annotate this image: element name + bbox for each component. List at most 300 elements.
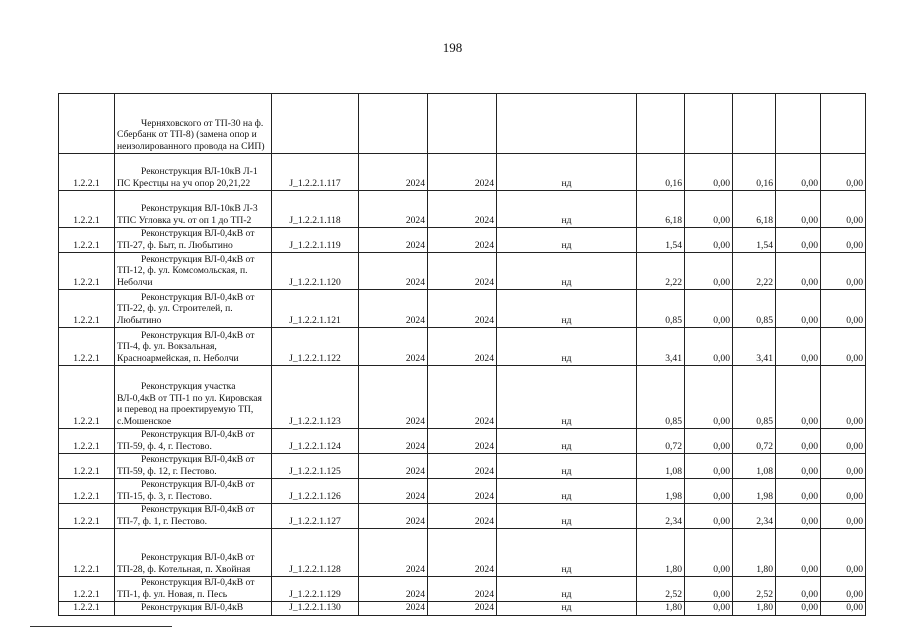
row-source: нд bbox=[561, 239, 572, 251]
row-value-3: 3,41 bbox=[756, 352, 773, 364]
row-value-1: 6,18 bbox=[665, 214, 682, 226]
row-name: Реконструкция ВЛ-10кВ Л-3 ТПС Угловка уч. от оп 1 до ТП-2 bbox=[117, 203, 258, 226]
row-value-3: 2,34 bbox=[756, 515, 773, 527]
table-row bbox=[59, 94, 866, 154]
row-value-4: 0,00 bbox=[801, 563, 818, 575]
row-year-end: 2024 bbox=[474, 563, 494, 575]
row-year-start-cell bbox=[359, 504, 428, 529]
row-name-cell bbox=[115, 504, 272, 529]
row-id: J_1.2.2.1.126 bbox=[289, 490, 341, 502]
row-code: 1.2.2.1 bbox=[73, 214, 100, 226]
row-code-cell bbox=[59, 366, 115, 429]
row-year-end: 2024 bbox=[474, 415, 494, 427]
row-name: Реконструкция ВЛ-10кВ Л-1 ПС Крестцы на уч опор 20,21,22 bbox=[117, 166, 258, 189]
page-number: 198 bbox=[442, 40, 463, 55]
row-value-3: 1,08 bbox=[756, 465, 773, 477]
row-year-start: 2024 bbox=[405, 490, 425, 502]
row-code: 1.2.2.1 bbox=[73, 239, 100, 251]
row-value-4: 0,00 bbox=[801, 276, 818, 288]
row-code-cell bbox=[59, 253, 115, 290]
row-value-1-cell bbox=[637, 228, 685, 253]
row-name-cell bbox=[115, 191, 272, 228]
row-value-5: 0,00 bbox=[846, 177, 863, 189]
row-name: Реконструкция ВЛ-0,4кВ от ТП-7, ф. 1, г. Пестово. bbox=[117, 504, 255, 527]
row-value-2: 0,00 bbox=[713, 515, 730, 527]
row-value-5: 0,00 bbox=[846, 440, 863, 452]
row-year-end: 2024 bbox=[474, 177, 494, 189]
row-id: J_1.2.2.1.124 bbox=[289, 440, 341, 452]
row-name-cell bbox=[115, 290, 272, 328]
row-code-cell bbox=[59, 529, 115, 577]
row-source: нд bbox=[561, 588, 572, 600]
row-year-end: 2024 bbox=[474, 588, 494, 600]
row-year-start-cell bbox=[359, 454, 428, 479]
row-id: J_1.2.2.1.125 bbox=[289, 465, 341, 477]
row-value-4-cell bbox=[776, 328, 821, 366]
row-value-2: 0,00 bbox=[713, 239, 730, 251]
row-year-end-cell bbox=[428, 191, 497, 228]
row-year-start-cell bbox=[359, 602, 428, 616]
row-value-4: 0,00 bbox=[801, 352, 818, 364]
row-name-cell bbox=[115, 454, 272, 479]
row-year-end: 2024 bbox=[474, 276, 494, 288]
row-value-2-cell bbox=[685, 529, 733, 577]
row-year-start: 2024 bbox=[405, 415, 425, 427]
row-value-3-cell bbox=[733, 253, 776, 290]
row-id: J_1.2.2.1.120 bbox=[289, 276, 341, 288]
row-source: нд bbox=[561, 415, 572, 427]
row-source: нд bbox=[561, 214, 572, 226]
row-value-4: 0,00 bbox=[801, 177, 818, 189]
row-value-5: 0,00 bbox=[846, 214, 863, 226]
table-row bbox=[59, 366, 866, 429]
row-value-2-cell bbox=[685, 504, 733, 529]
row-name-cell bbox=[115, 529, 272, 577]
row-value-4: 0,00 bbox=[801, 440, 818, 452]
row-year-start: 2024 bbox=[405, 602, 425, 613]
row-value-5: 0,00 bbox=[846, 563, 863, 575]
row-value-1: 1,80 bbox=[665, 602, 682, 613]
row-source-cell bbox=[497, 577, 637, 602]
row-year-start: 2024 bbox=[405, 465, 425, 477]
table-row bbox=[59, 228, 866, 253]
row-code-cell bbox=[59, 602, 115, 616]
row-value-3-cell bbox=[733, 366, 776, 429]
row-year-end-cell bbox=[428, 602, 497, 616]
row-name-cell bbox=[115, 366, 272, 429]
row-value-3-cell bbox=[733, 328, 776, 366]
row-source: нд bbox=[561, 515, 572, 527]
row-name: Реконструкция ВЛ-0,4кВ bbox=[141, 602, 244, 613]
row-value-4-cell bbox=[776, 577, 821, 602]
row-year-start-cell bbox=[359, 253, 428, 290]
row-code: 1.2.2.1 bbox=[73, 465, 100, 477]
row-value-3: 2,22 bbox=[756, 276, 773, 288]
footnote-rule bbox=[30, 626, 172, 627]
row-id-cell bbox=[272, 290, 359, 328]
row-value-1-cell bbox=[637, 602, 685, 616]
row-value-1: 2,22 bbox=[665, 276, 682, 288]
row-value-2: 0,00 bbox=[713, 352, 730, 364]
row-id-cell bbox=[272, 191, 359, 228]
row-value-1: 3,41 bbox=[665, 352, 682, 364]
row-code: 1.2.2.1 bbox=[73, 440, 100, 452]
row-value-4-cell bbox=[776, 529, 821, 577]
row-source-cell bbox=[497, 328, 637, 366]
row-id-cell bbox=[272, 253, 359, 290]
row-value-5-cell bbox=[821, 602, 866, 616]
table-row bbox=[59, 191, 866, 228]
row-value-1: 0,85 bbox=[665, 314, 682, 326]
row-code-cell bbox=[59, 429, 115, 454]
row-value-1-cell bbox=[637, 253, 685, 290]
row-code: 1.2.2.1 bbox=[73, 352, 100, 364]
row-year-end-cell bbox=[428, 366, 497, 429]
row-name: Реконструкция ВЛ-0,4кВ от ТП-28, ф. Котельная, п. Хвойная bbox=[117, 552, 255, 575]
row-value-3-cell bbox=[733, 479, 776, 504]
row-value-2-cell bbox=[685, 577, 733, 602]
row-value-2: 0,00 bbox=[713, 415, 730, 427]
row-value-5-cell bbox=[821, 529, 866, 577]
row-value-1-cell bbox=[637, 328, 685, 366]
row-id: J_1.2.2.1.129 bbox=[289, 588, 341, 600]
row-name: Реконструкция ВЛ-0,4кВ от ТП-15, ф. 3, г. Пестово. bbox=[117, 479, 255, 502]
row-year-start-cell bbox=[359, 479, 428, 504]
row-year-end-cell bbox=[428, 577, 497, 602]
row-value-5: 0,00 bbox=[846, 490, 863, 502]
row-source-cell bbox=[497, 366, 637, 429]
row-code-cell bbox=[59, 191, 115, 228]
row-year-start: 2024 bbox=[405, 515, 425, 527]
row-value-4-cell bbox=[776, 154, 821, 191]
row-value-1: 0,85 bbox=[665, 415, 682, 427]
row-value-1-cell bbox=[637, 454, 685, 479]
row-value-4-cell bbox=[776, 253, 821, 290]
row-value-1: 1,80 bbox=[665, 563, 682, 575]
row-year-end-cell bbox=[428, 290, 497, 328]
row-value-5-cell bbox=[821, 328, 866, 366]
row-id-cell bbox=[272, 602, 359, 616]
row-value-1-cell bbox=[637, 154, 685, 191]
row-year-end: 2024 bbox=[474, 314, 494, 326]
row-value-2: 0,00 bbox=[713, 177, 730, 189]
row-value-2: 0,00 bbox=[713, 563, 730, 575]
row-code-cell bbox=[59, 228, 115, 253]
row-value-3: 1,80 bbox=[756, 563, 773, 575]
row-value-1-cell bbox=[637, 429, 685, 454]
row-year-start-cell bbox=[359, 290, 428, 328]
row-value-2-cell bbox=[685, 366, 733, 429]
row-value-3-cell bbox=[733, 290, 776, 328]
row-year-end-cell bbox=[428, 328, 497, 366]
row-value-2: 0,00 bbox=[713, 465, 730, 477]
row-year-end: 2024 bbox=[474, 440, 494, 452]
investment-table bbox=[58, 93, 866, 616]
row-source-cell bbox=[497, 504, 637, 529]
row-value-1-cell bbox=[637, 191, 685, 228]
row-value-2-cell bbox=[685, 253, 733, 290]
row-value-5-cell bbox=[821, 429, 866, 454]
table-row bbox=[59, 479, 866, 504]
table-row bbox=[59, 504, 866, 529]
row-value-3-cell bbox=[733, 577, 776, 602]
row-source-cell bbox=[497, 253, 637, 290]
row-year-start: 2024 bbox=[405, 276, 425, 288]
row-value-2-cell bbox=[685, 290, 733, 328]
row-value-3-cell bbox=[733, 228, 776, 253]
row-value-2-cell bbox=[685, 479, 733, 504]
table-row bbox=[59, 429, 866, 454]
row-name: Реконструкция ВЛ-0,4кВ от ТП-27, ф. Быт, п. Любытино bbox=[117, 228, 255, 251]
row-name: Черняховского от ТП-30 на ф. Сбербанк от ТП-8) (замена опор и неизолированного провода на СИП) bbox=[117, 117, 265, 152]
row-value-1: 1,54 bbox=[665, 239, 682, 251]
row-name-cell bbox=[115, 94, 272, 154]
row-id: J_1.2.2.1.123 bbox=[289, 415, 341, 427]
row-year-start-cell bbox=[359, 191, 428, 228]
row-value-1-cell bbox=[637, 479, 685, 504]
row-value-2: 0,00 bbox=[713, 588, 730, 600]
row-year-start: 2024 bbox=[405, 440, 425, 452]
table-row bbox=[59, 602, 866, 616]
row-code-cell bbox=[59, 154, 115, 191]
row-year-start: 2024 bbox=[405, 214, 425, 226]
row-code: 1.2.2.1 bbox=[73, 588, 100, 600]
row-year-end-cell bbox=[428, 529, 497, 577]
row-value-5: 0,00 bbox=[846, 465, 863, 477]
table-row bbox=[59, 577, 866, 602]
row-value-3: 6,18 bbox=[756, 214, 773, 226]
row-value-3: 0,85 bbox=[756, 415, 773, 427]
row-value-2-cell bbox=[685, 191, 733, 228]
row-value-4-cell bbox=[776, 366, 821, 429]
row-value-5-cell bbox=[821, 191, 866, 228]
row-value-4-cell bbox=[776, 429, 821, 454]
row-value-4: 0,00 bbox=[801, 490, 818, 502]
row-year-start-cell bbox=[359, 328, 428, 366]
row-value-1: 1,98 bbox=[665, 490, 682, 502]
row-value-5-cell bbox=[821, 504, 866, 529]
row-source: нд bbox=[561, 314, 572, 326]
row-source: нд bbox=[561, 177, 572, 189]
row-value-2-cell bbox=[685, 328, 733, 366]
row-value-2-cell bbox=[685, 94, 733, 154]
row-value-5-cell bbox=[821, 154, 866, 191]
row-code-cell bbox=[59, 94, 115, 154]
row-source-cell bbox=[497, 94, 637, 154]
row-code: 1.2.2.1 bbox=[73, 602, 100, 613]
row-value-3: 0,72 bbox=[756, 440, 773, 452]
row-name-cell bbox=[115, 328, 272, 366]
row-year-start-cell bbox=[359, 429, 428, 454]
row-source-cell bbox=[497, 429, 637, 454]
row-value-5-cell bbox=[821, 290, 866, 328]
row-year-start: 2024 bbox=[405, 314, 425, 326]
row-value-3: 1,80 bbox=[756, 602, 773, 613]
row-year-end-cell bbox=[428, 253, 497, 290]
row-value-1: 2,52 bbox=[665, 588, 682, 600]
row-value-2: 0,00 bbox=[713, 602, 730, 613]
row-code-cell bbox=[59, 328, 115, 366]
row-value-3-cell bbox=[733, 191, 776, 228]
row-value-4: 0,00 bbox=[801, 602, 818, 613]
row-value-2: 0,00 bbox=[713, 214, 730, 226]
row-id-cell bbox=[272, 328, 359, 366]
row-name: Реконструкция ВЛ-0,4кВ от ТП-22, ф. ул. Строителей, п. Любытино bbox=[117, 291, 255, 326]
row-id: J_1.2.2.1.118 bbox=[289, 214, 341, 226]
row-source: нд bbox=[561, 563, 572, 575]
row-value-1: 0,16 bbox=[665, 177, 682, 189]
row-id-cell bbox=[272, 479, 359, 504]
row-value-2: 0,00 bbox=[713, 314, 730, 326]
row-code-cell bbox=[59, 577, 115, 602]
row-value-1: 1,08 bbox=[665, 465, 682, 477]
row-value-5: 0,00 bbox=[846, 588, 863, 600]
row-value-5-cell bbox=[821, 228, 866, 253]
row-value-1-cell bbox=[637, 290, 685, 328]
row-value-5: 0,00 bbox=[846, 314, 863, 326]
row-value-5: 0,00 bbox=[846, 602, 863, 613]
table-row bbox=[59, 154, 866, 191]
row-year-start: 2024 bbox=[405, 563, 425, 575]
row-value-4-cell bbox=[776, 479, 821, 504]
row-year-start-cell bbox=[359, 228, 428, 253]
row-year-end-cell bbox=[428, 479, 497, 504]
row-source-cell bbox=[497, 228, 637, 253]
row-name-cell bbox=[115, 602, 272, 616]
row-year-end-cell bbox=[428, 504, 497, 529]
row-year-end: 2024 bbox=[474, 515, 494, 527]
row-year-start-cell bbox=[359, 577, 428, 602]
row-value-4: 0,00 bbox=[801, 415, 818, 427]
row-code: 1.2.2.1 bbox=[73, 490, 100, 502]
row-value-3-cell bbox=[733, 504, 776, 529]
row-value-4-cell bbox=[776, 228, 821, 253]
row-id: J_1.2.2.1.121 bbox=[289, 314, 341, 326]
row-year-start-cell bbox=[359, 94, 428, 154]
row-id: J_1.2.2.1.128 bbox=[289, 563, 341, 575]
row-source: нд bbox=[561, 352, 572, 364]
row-value-1-cell bbox=[637, 504, 685, 529]
row-year-end-cell bbox=[428, 429, 497, 454]
row-name: Реконструкция ВЛ-0,4кВ от ТП-4, ф. ул. Вокзальная, Красноармейская, п. Неболчи bbox=[117, 329, 255, 364]
row-year-end: 2024 bbox=[474, 352, 494, 364]
row-year-end-cell bbox=[428, 94, 497, 154]
row-id: J_1.2.2.1.127 bbox=[289, 515, 341, 527]
row-value-3: 0,85 bbox=[756, 314, 773, 326]
row-source-cell bbox=[497, 602, 637, 616]
row-id-cell bbox=[272, 454, 359, 479]
row-code-cell bbox=[59, 504, 115, 529]
row-id-cell bbox=[272, 366, 359, 429]
row-year-start: 2024 bbox=[405, 239, 425, 251]
row-value-1-cell bbox=[637, 366, 685, 429]
row-value-2: 0,00 bbox=[713, 440, 730, 452]
row-value-3-cell bbox=[733, 529, 776, 577]
row-source: нд bbox=[561, 602, 572, 613]
row-name: Реконструкция участка ВЛ-0,4кВ от ТП-1 по ул. Кировская и перевод на проектируемую ТП, с.Мошенское bbox=[117, 381, 262, 427]
row-value-1-cell bbox=[637, 94, 685, 154]
row-value-2-cell bbox=[685, 602, 733, 616]
row-value-5: 0,00 bbox=[846, 515, 863, 527]
row-year-start-cell bbox=[359, 154, 428, 191]
row-name-cell bbox=[115, 429, 272, 454]
row-code: 1.2.2.1 bbox=[73, 276, 100, 288]
row-code: 1.2.2.1 bbox=[73, 563, 100, 575]
row-name: Реконструкция ВЛ-0,4кВ от ТП-59, ф. 12, г. Пестово. bbox=[117, 454, 255, 477]
row-source: нд bbox=[561, 465, 572, 477]
row-value-2: 0,00 bbox=[713, 490, 730, 502]
row-id: J_1.2.2.1.122 bbox=[289, 352, 341, 364]
row-year-start: 2024 bbox=[405, 588, 425, 600]
row-value-1-cell bbox=[637, 529, 685, 577]
row-year-start-cell bbox=[359, 529, 428, 577]
row-source: нд bbox=[561, 490, 572, 502]
row-value-2-cell bbox=[685, 228, 733, 253]
row-value-5: 0,00 bbox=[846, 239, 863, 251]
row-value-3-cell bbox=[733, 94, 776, 154]
row-year-end: 2024 bbox=[474, 214, 494, 226]
row-source: нд bbox=[561, 276, 572, 288]
row-id-cell bbox=[272, 228, 359, 253]
row-year-end: 2024 bbox=[474, 465, 494, 477]
table-row bbox=[59, 328, 866, 366]
row-value-5-cell bbox=[821, 94, 866, 154]
table-row bbox=[59, 529, 866, 577]
row-id: J_1.2.2.1.130 bbox=[289, 602, 341, 613]
row-value-5-cell bbox=[821, 253, 866, 290]
row-code: 1.2.2.1 bbox=[73, 415, 100, 427]
row-value-1: 0,72 bbox=[665, 440, 682, 452]
row-value-4: 0,00 bbox=[801, 515, 818, 527]
row-source-cell bbox=[497, 290, 637, 328]
row-code: 1.2.2.1 bbox=[73, 515, 100, 527]
table-row bbox=[59, 290, 866, 328]
row-id-cell bbox=[272, 429, 359, 454]
row-source-cell bbox=[497, 479, 637, 504]
row-code-cell bbox=[59, 454, 115, 479]
row-value-4-cell bbox=[776, 504, 821, 529]
row-name: Реконструкция ВЛ-0,4кВ от ТП-59, ф. 4, г. Пестово. bbox=[117, 429, 255, 452]
row-id-cell bbox=[272, 529, 359, 577]
row-name: Реконструкция ВЛ-0,4кВ от ТП-12, ф. ул. Комсомольская, п. Неболчи bbox=[117, 253, 255, 288]
row-year-end-cell bbox=[428, 228, 497, 253]
row-code-cell bbox=[59, 479, 115, 504]
row-code: 1.2.2.1 bbox=[73, 177, 100, 189]
row-value-3-cell bbox=[733, 454, 776, 479]
row-value-1-cell bbox=[637, 577, 685, 602]
row-name-cell bbox=[115, 479, 272, 504]
row-year-end-cell bbox=[428, 454, 497, 479]
row-value-3: 1,54 bbox=[756, 239, 773, 251]
row-year-start: 2024 bbox=[405, 177, 425, 189]
row-value-5: 0,00 bbox=[846, 276, 863, 288]
row-value-2-cell bbox=[685, 454, 733, 479]
row-source-cell bbox=[497, 191, 637, 228]
row-value-3: 1,98 bbox=[756, 490, 773, 502]
row-value-3-cell bbox=[733, 154, 776, 191]
table-row bbox=[59, 253, 866, 290]
row-value-3-cell bbox=[733, 602, 776, 616]
row-value-4-cell bbox=[776, 290, 821, 328]
row-value-3-cell bbox=[733, 429, 776, 454]
row-value-4: 0,00 bbox=[801, 588, 818, 600]
row-id: J_1.2.2.1.117 bbox=[289, 177, 341, 189]
row-year-end: 2024 bbox=[474, 602, 494, 613]
row-value-5: 0,00 bbox=[846, 352, 863, 364]
row-value-2-cell bbox=[685, 429, 733, 454]
row-source-cell bbox=[497, 529, 637, 577]
row-value-5-cell bbox=[821, 577, 866, 602]
